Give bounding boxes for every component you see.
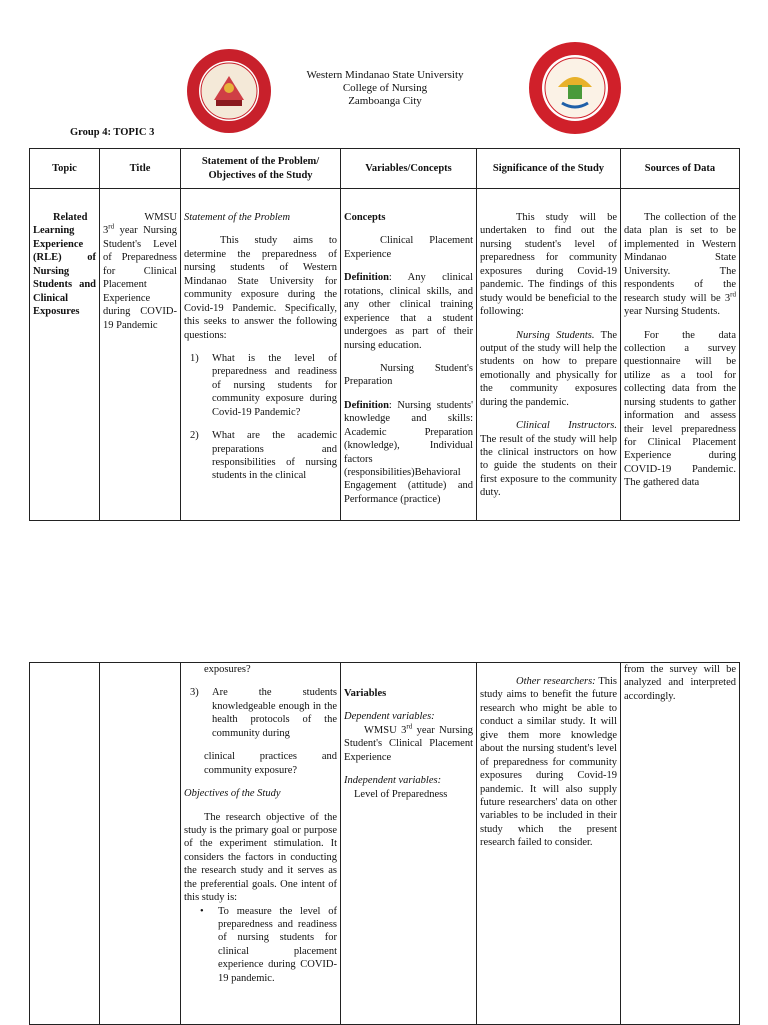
title-cell: WMSU3rd year Nursing Student's Level of Preparedness for Clinical Placement Experience during COVID-19 Pandemic [103,212,177,331]
independent-label: Independent variables: [344,775,442,787]
research-table-page1 [29,148,740,521]
sop-heading: Statement of the Problem [184,212,291,223]
header-significance: Significance of the Study [477,149,621,189]
significance-nursing-students: Nursing Students. The output of the study will help the students on how to prepare emotionally and physically for the community exposures during the pandemic. [480,329,617,408]
question-3: 3) Are the students knowledgeable enough in the health protocols of the community during [190,687,337,739]
question-3-continued: clinical practices and community exposure? [204,751,337,776]
sources-continued: from the survey will be analyzed and interpreted accordingly. [624,664,736,702]
independent-value: Level of Preparedness [354,788,448,800]
dependent-label: Dependent variables: [344,711,435,723]
header-variables: Variables/Concepts [341,149,477,189]
significance-intro: This study will be undertaken to find out the nursing student's level of preparedness for community exposures during Covid-19 pandemic. The findings of this study would be beneficial to the following: [480,212,617,318]
concepts-heading: Concepts [344,212,386,223]
question-1: 1) What is the level of preparedness and readiness of nursing students for community exposure during Covid-19 Pandemic? [190,352,337,418]
sop-continued: exposures? [204,664,251,675]
university-name: Western Mindanao State University [306,69,464,81]
college-name: College of Nursing [342,82,428,95]
significance-clinical-instructors: Clinical Instructors. The result of the study will help the clinical instructors on how to guide the students on their first exposure to the community duty. [480,420,617,499]
group-label: Group 4: TOPIC 3 [70,127,155,138]
objectives-text: The research objective of the study is the primary goal or purpose of the experiment stimulation. It considers the factors in conducting the research study and it serves as the preferential goals. One intent of this study is: [184,811,337,904]
question-2: 2) What are the academic preparations and responsibilities of nursing students in the clinical [190,430,337,482]
research-table-page2 [29,662,740,1025]
sources-text-2: For the data collection a survey questionnaire will be utilize as a tool for collecting data from the nursing students to gather information and assess their level preparedness for Clinical Placement Experience during COVID-19 Pandemic. The gathered data [624,329,736,489]
sop-intro: This study aims to determine the preparedness of nursing students of Western Mindanao State University for community exposure during the Covid-19 Pandemic. Specifically, this seeks to answer the following questions: [184,235,337,341]
objective-bullet-1: • To measure the level of preparedness and readiness of nursing students for clinical placement experience during COVID-19 pandemic. [200,905,337,984]
definition-2: Definition: Nursing students' knowledge and skills: Academic Preparation (knowledge), Individual factors (responsibilities)Behavioral Engagement (attitude) and Performance (practice) [344,399,473,505]
concept-2: Nursing Student's Preparation [344,362,473,388]
header-sop: Statement of the Problem/ Objectives of the Study [181,149,341,189]
sources-text-1: The collection of the data plan is set to be implemented in Western Mindanao State University. The respondents of the research study will be 3rd year Nursing Students. [624,212,736,318]
topic-cell: Related Learning Experience (RLE) of Nursing Students and Clinical Exposures [33,212,96,318]
significance-other-researchers: Other researchers: This study aims to benefit the future research who might be able to conduct a similar study. It will give them more knowledge about the nursing student's level of preparedness for community exposures during Covid-19 pandemic. It will also supply future researchers' data on other variables to be included in their study which the present research failed to consider. [480,676,617,849]
university-seal-left [186,48,272,134]
city-name: Zamboanga City [348,95,422,108]
header-sources: Sources of Data [621,149,740,189]
objectives-heading: Objectives of the Study [184,788,281,800]
variables-heading: Variables [344,688,387,699]
nursing-seal-right [528,41,622,135]
definition-1: Definition: Any clinical rotations, clinical skills, and any other clinical training experience that a student undergoes as part of their nursing education. [344,272,473,351]
dependent-value: WMSU 3rd year Nursing Student's Clinical Placement Experience [344,722,474,763]
concept-1: Clinical Placement Experience [344,235,473,260]
header-topic: Topic [30,149,100,189]
institution-header [290,69,480,109]
header-title: Title [100,149,181,189]
